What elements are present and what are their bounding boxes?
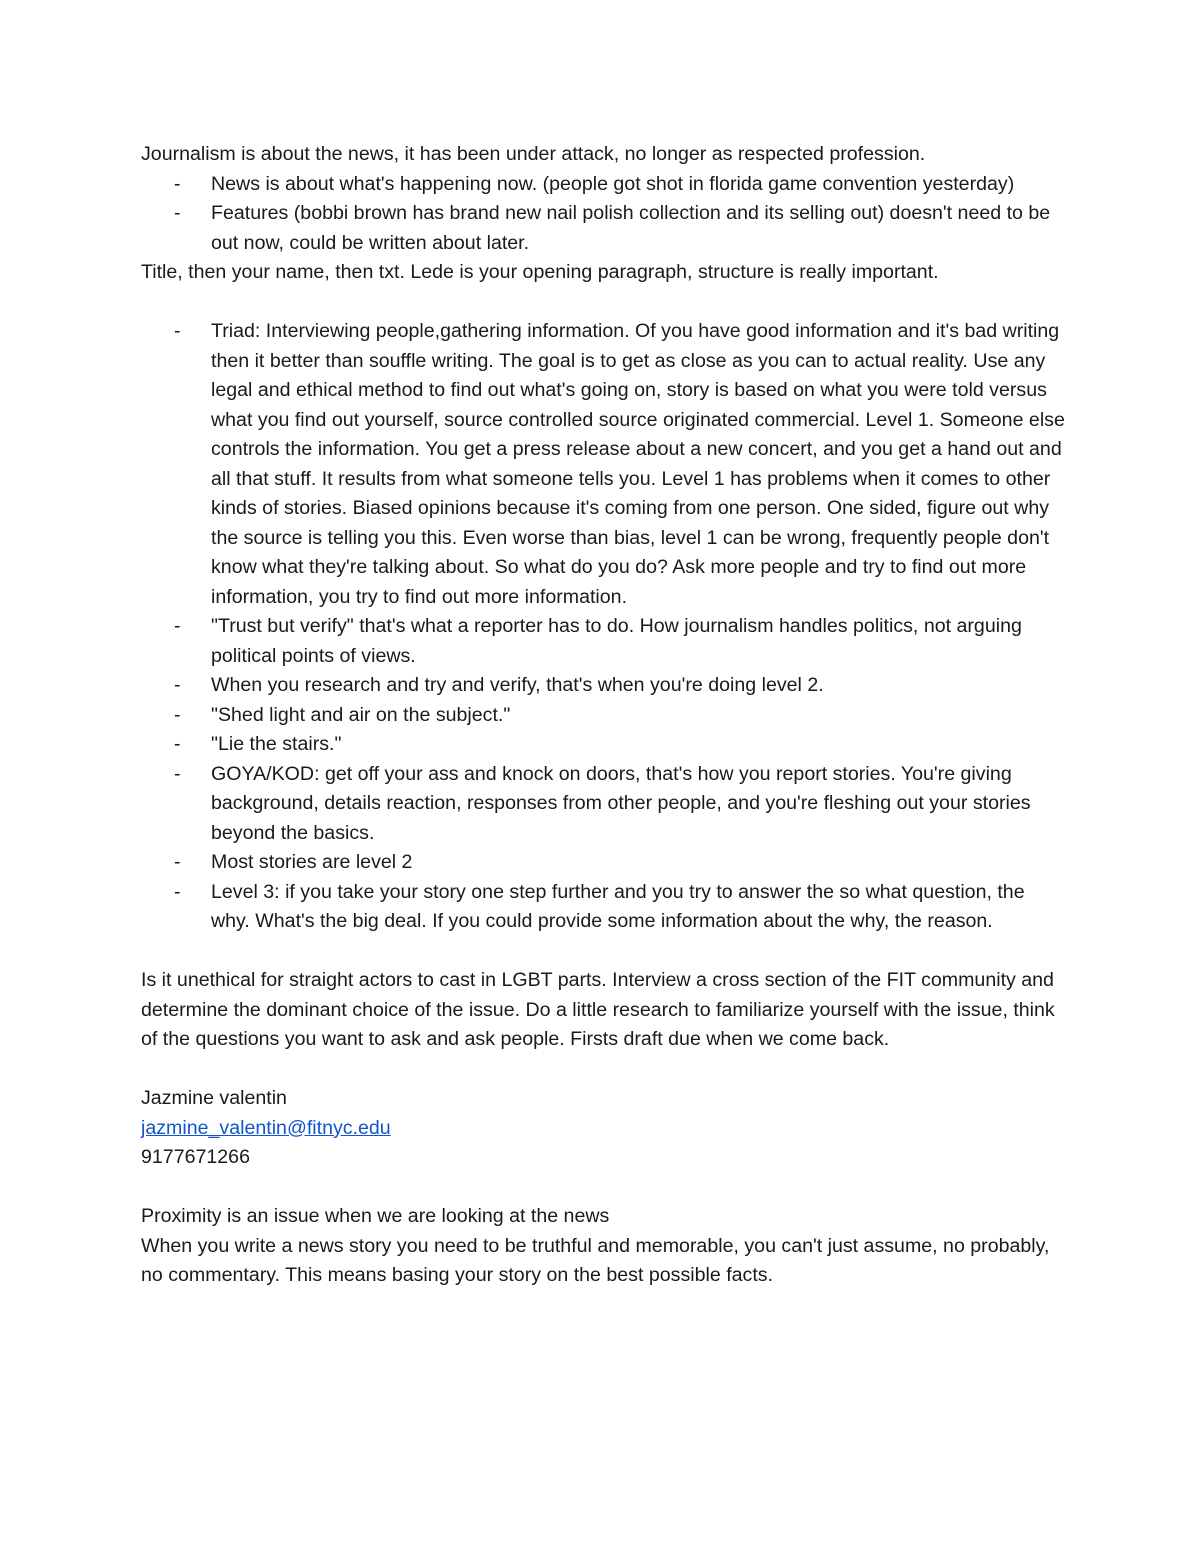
dash-bullet: - [174, 733, 181, 755]
list-item-text: "Shed light and air on the subject." [211, 703, 511, 726]
list-item-text: When you research and try and verify, that's when you're doing level 2. [211, 674, 824, 696]
blank-line [141, 1173, 1066, 1203]
blank-line [141, 288, 1066, 318]
list-item [141, 170, 1066, 200]
list-item-text: Level 3: if you take your story one step further and you try to answer the so what question, the why. What's the big deal. If you could provide some information about the why, the reason. [211, 880, 1025, 932]
list-item-text: "Trust but verify" that's what a reporter has to do. How journalism handles politics, not arguing political points of views. [211, 615, 1022, 667]
list-item-text: GOYA/KOD: get off your ass and knock on doors, that's how you report stories. You're giving background, details reaction, responses from other people, and you're fleshing out your stories beyond the basics. [211, 762, 1031, 844]
list-item [141, 878, 1066, 937]
proximity-paragraph: Proximity is an issue when we are looking at the news [141, 1205, 610, 1227]
list-item [141, 730, 1066, 760]
contact-email-link[interactable]: jazmine_valentin@fitnyc.edu [141, 1116, 391, 1139]
title-line-paragraph: Title, then your name, then txt. Lede is your opening paragraph, structure is really important. [141, 261, 939, 283]
dash-bullet: - [174, 880, 181, 903]
list-item-text: Features (bobbi brown has brand new nail polish collection and its selling out) doesn't need to be out now, could be written about later. [211, 202, 1051, 254]
blank-line [141, 1055, 1066, 1085]
dash-bullet: - [174, 615, 181, 637]
intro-paragraph: Journalism is about the news, it has been under attack, no longer as respected profession. [141, 143, 926, 165]
document-page [141, 140, 1066, 1291]
dash-bullet: - [174, 320, 181, 342]
dash-bullet: - [174, 674, 181, 696]
list-item-text: "Lie the stairs." [211, 733, 342, 755]
list-item [141, 701, 1066, 731]
dash-bullet: - [174, 172, 181, 195]
list-item-text: Most stories are level 2 [211, 851, 413, 873]
list-item [141, 199, 1066, 258]
list-item-text: Triad: Interviewing people,gathering information. Of you have good information and it's bad writing then it better than souffle writing. The goal is to get as close as you can to actual reality. Use any legal and ethical method to find out what's going on, story is based on what you were told versus what you find out yourself, source controlled source originated commercial. Level 1. Someone else controls the information. You get a press release about a new concert, and you get a hand out and all that stuff. It results from what someone tells you. Level 1 has problems when it comes to other kinds of stories. Biased opinions because it's coming from one person. One sided, figure out why the source is telling you this. Even worse than bias, level 1 can be wrong, frequently people don't know what they're talking about. So what do you do? Ask more people and try to find out more information, you try to find out more information. [211, 320, 1065, 608]
dash-bullet: - [174, 851, 181, 873]
list-item [141, 760, 1066, 849]
list-item [141, 671, 1066, 701]
list-item [141, 848, 1066, 878]
dash-bullet: - [174, 703, 181, 726]
closing-paragraph: When you write a news story you need to be truthful and memorable, you can't just assume, no probably, no commentary. This means basing your story on the best possible facts. [141, 1234, 1050, 1286]
contact-email-line [141, 1114, 1066, 1144]
list-item [141, 612, 1066, 671]
blank-line [141, 937, 1066, 967]
contact-name: Jazmine valentin [141, 1087, 287, 1109]
list-item-text: News is about what's happening now. (people got shot in florida game convention yesterday) [211, 172, 1015, 195]
reporting-levels-list [141, 317, 1066, 937]
assignment-paragraph: Is it unethical for straight actors to cast in LGBT parts. Interview a cross section of the FIT community and determine the dominant choice of the issue. Do a little research to familiarize yourself with the issue, think of the questions you want to ask and ask people. Firsts draft due when we come back. [141, 969, 1055, 1050]
dash-bullet: - [174, 762, 181, 785]
list-item [141, 317, 1066, 612]
dash-bullet: - [174, 202, 181, 224]
contact-phone: 9177671266 [141, 1146, 250, 1168]
news-vs-features-list [141, 170, 1066, 259]
